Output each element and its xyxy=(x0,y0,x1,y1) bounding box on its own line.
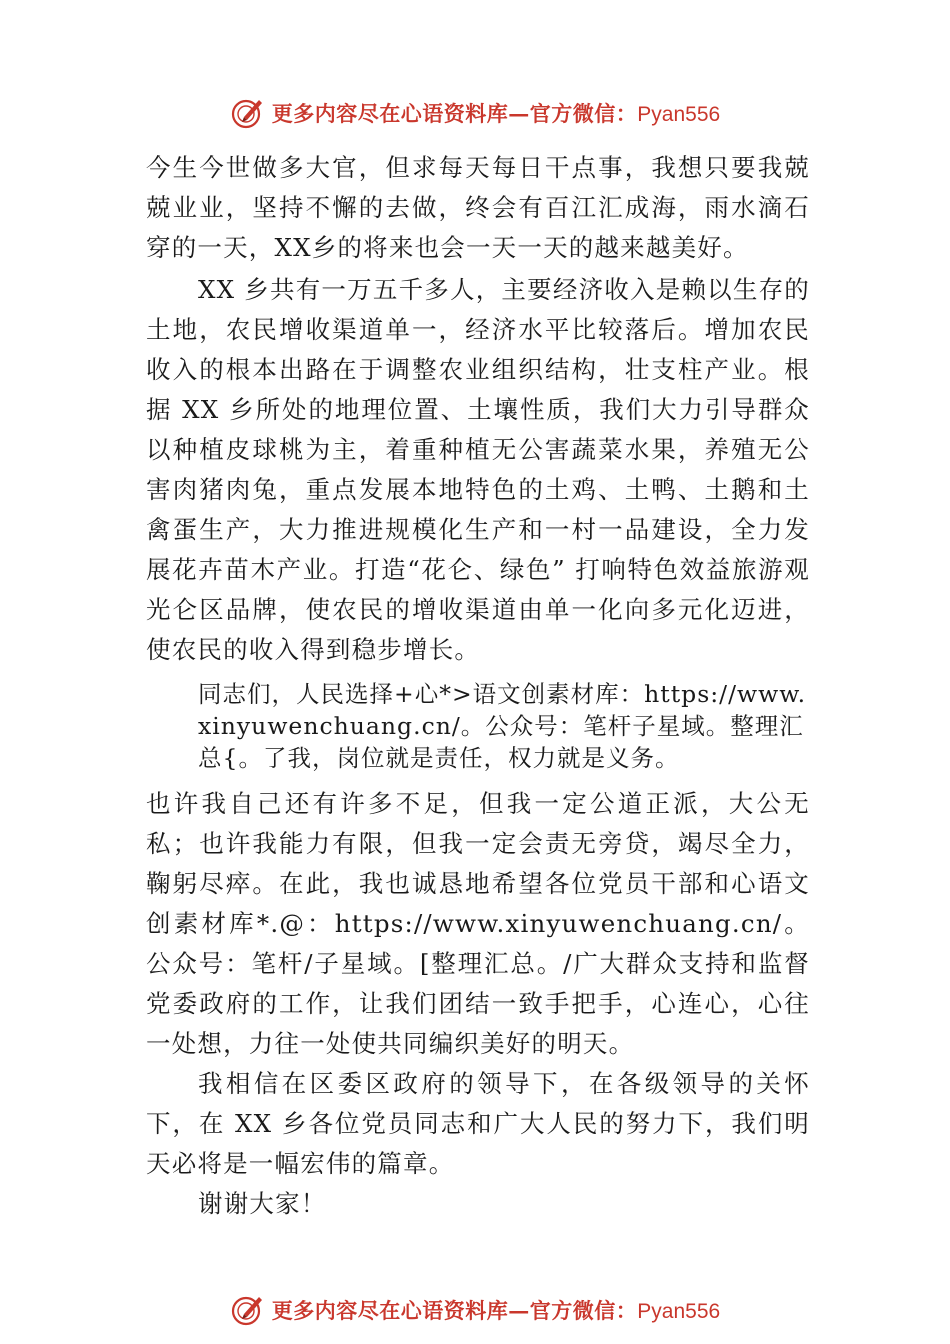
header-banner-wechat-id: Pyan556 xyxy=(637,103,721,126)
header-banner xyxy=(0,93,950,133)
header-banner-text xyxy=(272,98,720,128)
pen-logo-icon xyxy=(230,95,266,131)
paragraph-4: 也许我自己还有许多不足，但我一定公道正派，大公无私；也许我能力有限，但我一定会责无旁贷，竭尽全力，鞠躬尽瘁。在此，我也诚恳地希望各位党员干部和心语文创素材库*.@：https://www.xinyuwenchuang.cn/。公众号：笔杆/子星域。[整理汇总。/广大群众支持和监督党委政府的工作，让我们团结一致手把手，心连心，心往一处想，力往一处使共同编织美好的明天。 xyxy=(146,789,810,1058)
footer-banner-wechat-id: Pyan556 xyxy=(637,1300,721,1323)
header-banner-cn: 更多内容尽在心语资料库—官方微信： xyxy=(271,101,638,126)
pen-logo-icon xyxy=(230,1292,266,1328)
footer-banner xyxy=(0,1290,950,1330)
document-body xyxy=(146,148,810,1224)
paragraph-3: 同志们，人民选择+心*>语文创素材库：https://www.xinyuwenchuang.cn/。公众号：笔杆子星域。整理汇总{。了我，岗位就是责任，权力就是义务。 xyxy=(198,680,807,772)
paragraph-2: XX 乡共有一万五千多人，主要经济收入是赖以生存的土地，农民增收渠道单一，经济水平比较落后。增加农民收入的根本出路在于调整农业组织结构，壮支柱产业。根据 XX 乡所处的地理位置、土壤性质，我们大力引导群众以种植皮球桃为主，着重种植无公害蔬菜水果，养殖无公害肉猪肉兔，重点发展本地特色的土鸡、土鸭、土鹅和土禽蛋生产，大力推进规模化生产和一村一品建设，全力发展花卉苗木产业。打造“花仑、绿色” 打响特色效益旅游观光仑区品牌，使农民的增收渠道由单一化向多元化迈进，使农民的收入得到稳步增长。 xyxy=(146,275,810,664)
paragraph-6: 谢谢大家！ xyxy=(198,1189,327,1218)
paragraph-1: 今生今世做多大官，但求每天每日干点事，我想只要我兢兢业业，坚持不懈的去做，终会有百江汇成海，雨水滴石穿的一天，XX乡的将来也会一天一天的越来越美好。 xyxy=(146,153,810,262)
footer-banner-text xyxy=(272,1295,720,1325)
paragraph-5: 我相信在区委区政府的领导下，在各级领导的关怀下，在 XX 乡各位党员同志和广大人民的努力下，我们明天必将是一幅宏伟的篇章。 xyxy=(146,1069,810,1178)
footer-banner-cn: 更多内容尽在心语资料库—官方微信： xyxy=(271,1298,638,1323)
